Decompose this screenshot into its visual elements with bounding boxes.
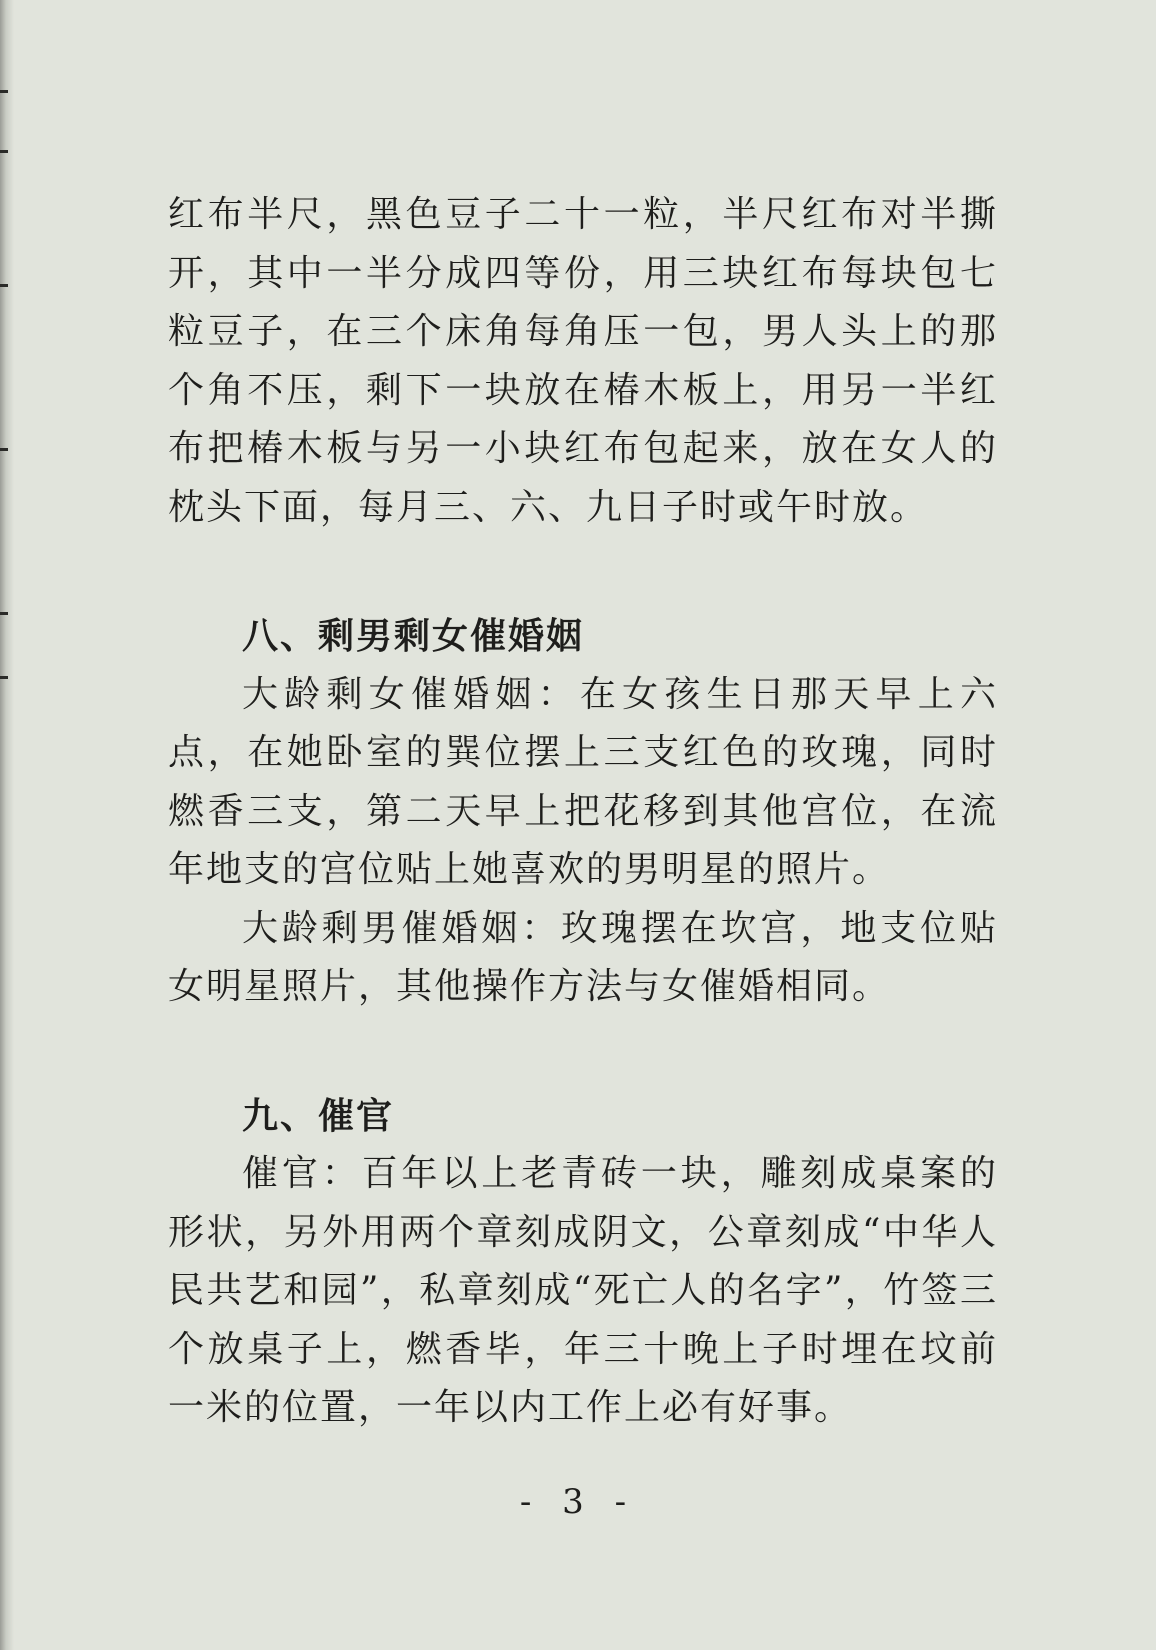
intro-paragraph: 红布半尺，黑色豆子二十一粒，半尺红布对半撕开，其中一半分成四等份，用三块红布每块包七粒豆子，在三个床角每角压一包，男人头上的那个角不压，剩下一块放在椿木板上，用另一半红布把椿木板与另一小块红布包起来，放在女人的枕头下面，每月三、六、九日子时或午时放。 [168, 194, 998, 528]
page-number: - 3 - [519, 1482, 637, 1522]
page-edge [0, 0, 14, 1650]
paragraph-men-marriage: 大龄剩男催婚姻：玫瑰摆在坎宫，地支位贴女明星照片，其他操作方法与女催婚相同。 [168, 907, 998, 1007]
section-heading-promotion: 九、催官 [242, 1094, 395, 1137]
binding-mark [0, 150, 8, 153]
binding-mark [0, 676, 8, 679]
binding-mark [0, 284, 8, 287]
paragraph-promotion: 催官：百年以上老青砖一块，雕刻成桌案的形状，另外用两个章刻成阴文，公章刻成“中华人民共艺和园”，私章刻成“死亡人的名字”，竹签三个放桌子上，燃香毕，年三十晚上子时埋在坟前一米的位置，一年以内工作上必有好事。 [168, 1153, 998, 1428]
binding-mark [0, 448, 8, 451]
binding-mark [0, 90, 8, 93]
paragraph-women-marriage: 大龄剩女催婚姻：在女孩生日那天早上六点，在她卧室的巽位摆上三支红色的玫瑰，同时燃香三支，第二天早上把花移到其他宫位，在流年地支的宫位贴上她喜欢的男明星的照片。 [168, 673, 998, 890]
section-heading-leftover-marriage: 八、剩男剩女催婚姻 [242, 615, 585, 657]
document-body [168, 186, 998, 1438]
binding-mark [0, 612, 8, 615]
